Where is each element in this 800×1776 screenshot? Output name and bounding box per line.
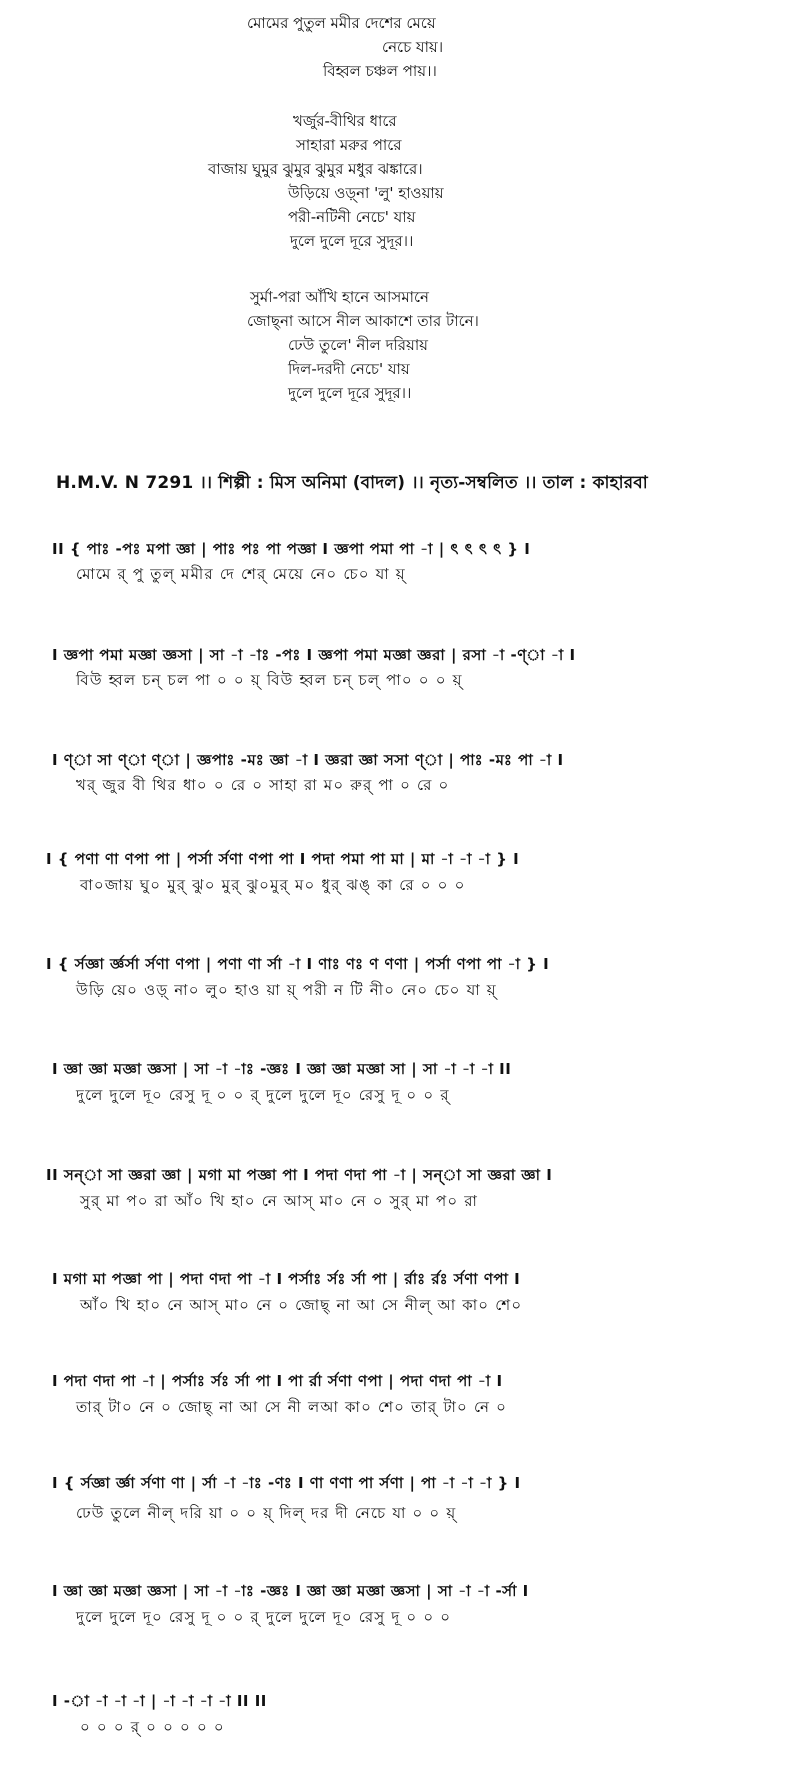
swaralipi-line: I মগা মা পজ্ঞা পা | পদা ণদা পা -া I পর্সাঃ র্সঃ র্সা পা | র্রাঃ র্রঃ র্সণা ণপা I <box>52 1270 521 1288</box>
lyric-line: বিউ হ্বল চন্ চল পা ০ ০ য়্ বিউ হ্বল চন্ চল্ পা০ ০ ০ য়্ <box>76 671 463 689</box>
lyric-line: উড়ি য়ে০ ওড়্ না০ লু০ হাও য়া য়্ পরী ন টি নী০ নে০ চে০ যা য়্ <box>76 981 497 999</box>
lyric-line: খর্ জুর বী থির ধা০ ০ রে ০ সাহা রা ম০ রুর্ পা ০ রে ০ <box>76 776 450 794</box>
lyric-line: ০ ০ ০ র্ ০ ০ ০ ০ ০ <box>80 1718 225 1736</box>
swaralipi-line: I জ্ঞপা পমা মজ্ঞা জ্ঞসা | সা -া -াঃ -পঃ I জ্ঞপা পমা মজ্ঞা জ্ঞরা | রসা -া -ণ্া -া I <box>52 646 576 664</box>
poem-line: সুর্মা-পরা আঁখি হানে আসমানে <box>250 288 430 306</box>
poem-line: দিল-দরদী নেচে' যায় <box>288 360 410 378</box>
swaralipi-line: I { র্সজ্ঞা র্জ্ঞর্সা র্সণা ণপা | পণা ণা র্সা -া I ণাঃ ণঃ ণ ণণা | পর্সা ণপা পা -া } I <box>46 955 550 973</box>
poem-line: জোছ্‌না আসে নীল আকাশে তার টানে। <box>247 312 479 330</box>
lyric-line: মোমে র্ পু তুল্ মমীর দে শের্ মেয়ে নে০ চে০ যা য়্ <box>76 565 406 583</box>
poem-line: বাজায় ঘুমুর ঝুমুর ঝুমুর মধুর ঝঙ্কারে। <box>208 160 423 178</box>
swaralipi-line: I -া -া -া -া | -া -া -া -া II II <box>52 1692 267 1710</box>
poem-line: সাহারা মরুর পারে <box>296 136 402 154</box>
poem-line: নেচে যায়। <box>382 38 444 56</box>
poem-line: দুলে দুলে দূরে সুদূর।। <box>288 384 412 402</box>
swaralipi-line: I { পণা ণা ণপা পা | পর্সা র্সণা ণপা পা I পদা পমা পা মা | মা -া -া -া } I <box>46 850 520 868</box>
swaralipi-line: II { পাঃ -পঃ মপা জ্ঞা | পাঃ পঃ পা পজ্ঞা I জ্ঞপা পমা পা -া | ৎ ৎ ৎ ৎ } I <box>52 540 531 558</box>
record-info-header: H.M.V. N 7291 ।। শিল্পী : মিস অনিমা (বাদল) ।। নৃত্য-সম্বলিত ।। তাল : কাহারবা <box>56 473 648 493</box>
swaralipi-line: I পদা ণদা পা -া | পর্সাঃ র্সঃ র্সা পা I পা র্রা র্সণা ণপা | পদা ণদা পা -া I <box>52 1372 503 1390</box>
poem-line: খর্জুর-বীথির ধারে <box>293 112 397 130</box>
poem-line: দুলে দুলে দূরে সুদূর।। <box>290 232 414 250</box>
lyric-line: সুর্ মা প০ রা আঁ০ খি হা০ নে আস্ মা০ নে ০ সুর্ মা প০ রা <box>80 1192 479 1210</box>
lyric-line: আঁ০ খি হা০ নে আস্ মা০ নে ০ জোছ্ না আ সে নীল্ আ কা০ শে০ <box>80 1296 523 1314</box>
lyric-line: দুলে দুলে দূ০ রেসু দূ ০ ০ র্ দুলে দুলে দূ০ রেসু দূ ০ ০ ০ <box>76 1608 452 1626</box>
swaralipi-line: I জ্ঞা জ্ঞা মজ্ঞা জ্ঞসা | সা -া -াঃ -জ্ঞঃ I জ্ঞা জ্ঞা মজ্ঞা সা | সা -া -া -া II <box>52 1060 512 1078</box>
poem-line: ঢেউ তুলে' নীল দরিয়ায় <box>288 336 429 354</box>
poem-line: মোমের পুতুল মমীর দেশের মেয়ে <box>247 14 436 32</box>
lyric-line: দুলে দুলে দূ০ রেসু দূ ০ ০ র্ দুলে দুলে দূ০ রেসু দূ ০ ০ র্ <box>76 1086 450 1104</box>
swaralipi-line: I ণ্া সা ণ্া ণ্া | জ্ঞপাঃ -মঃ জ্ঞা -া I জ্ঞরা জ্ঞা সসা ণ্া | পাঃ -মঃ পা -া I <box>52 751 564 769</box>
poem-line: উড়িয়ে ওড়্‌না 'লু' হাওয়ায় <box>288 184 444 202</box>
lyric-line: তার্ টা০ নে ০ জোছ্ না আ সে নী লআ কা০ শে০ তার্ টা০ নে ০ <box>76 1398 508 1416</box>
swaralipi-line: I জ্ঞা জ্ঞা মজ্ঞা জ্ঞসা | সা -া -াঃ -জ্ঞঃ I জ্ঞা জ্ঞা মজ্ঞা জ্ঞসা | সা -া -া -র্সা I <box>52 1582 529 1600</box>
lyric-line: ঢেউ তুলে নীল্ দরি য়া ০ ০ য়্ দিল্ দর দী নেচে যা ০ ০ য়্ <box>76 1504 457 1522</box>
poem-line: বিহ্বল চঞ্চল পায়।। <box>323 62 437 80</box>
swaralipi-line: I { র্সজ্ঞা র্জ্ঞা র্সণা ণা | র্সা -া -াঃ -ণঃ I ণা ণণা পা র্সণা | পা -া -া -া } I <box>52 1474 521 1492</box>
poem-line: পরী-নটিনী নেচে' যায় <box>288 208 416 226</box>
lyric-line: বা০জায় ঘু০ মুর্ ঝু০ মুর্ ঝু০মুর্ ম০ ধুর্ ঝঙ্ কা রে ০ ০ ০ <box>80 876 466 894</box>
swaralipi-line: II সন্া সা জ্ঞরা জ্ঞা | মগা মা পজ্ঞা পা I পদা ণদা পা -া | সন্া সা জ্ঞরা জ্ঞা I <box>46 1166 553 1184</box>
